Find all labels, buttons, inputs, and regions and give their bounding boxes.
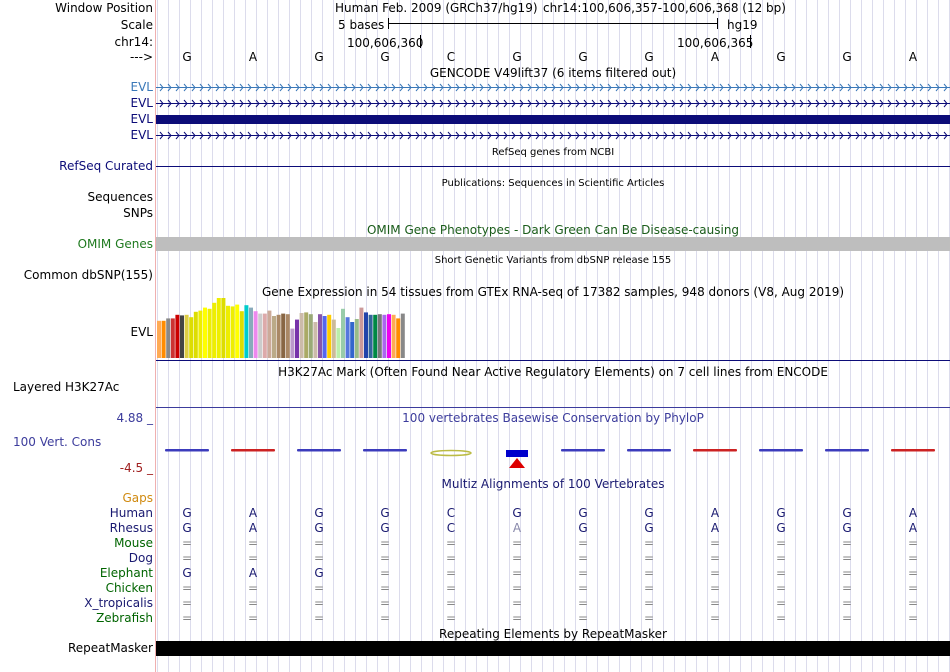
aligned-base: G bbox=[182, 566, 192, 580]
gtex-tissue-bar bbox=[369, 315, 373, 358]
aligned-base: = bbox=[379, 581, 391, 595]
phylop-logo bbox=[363, 449, 407, 452]
gtex-tissue-bar bbox=[240, 311, 244, 358]
chrom-label: chr14: bbox=[114, 35, 153, 49]
gtex-tissue-bar bbox=[231, 306, 235, 358]
sequence-base: G bbox=[644, 50, 654, 64]
aligned-base: = bbox=[247, 536, 259, 550]
aligned-base: = bbox=[247, 551, 259, 565]
sequence-base: G bbox=[512, 50, 522, 64]
aligned-base: = bbox=[445, 596, 457, 610]
aligned-base: G bbox=[314, 521, 324, 535]
gtex-gene-label[interactable]: EVL bbox=[130, 325, 153, 339]
phylop-logo bbox=[891, 449, 935, 452]
scale-db: hg19 bbox=[727, 18, 758, 32]
aligned-base: = bbox=[709, 566, 721, 580]
aligned-base: G bbox=[644, 521, 654, 535]
aligned-base: G bbox=[776, 506, 786, 520]
sequence-base: G bbox=[314, 50, 324, 64]
aligned-base: A bbox=[512, 521, 522, 535]
gtex-tissue-bar bbox=[189, 317, 193, 358]
aligned-base: = bbox=[643, 551, 655, 565]
sequence-base: G bbox=[182, 50, 192, 64]
gtex-tissue-bar bbox=[290, 329, 294, 358]
gtex-tissue-bar bbox=[336, 328, 340, 358]
aligned-base: = bbox=[709, 611, 721, 625]
gencode-exon-block bbox=[156, 115, 950, 124]
aligned-base: = bbox=[907, 581, 919, 595]
gtex-tissue-bar bbox=[277, 315, 281, 358]
phylop-track-label[interactable]: 100 Vert. Cons bbox=[13, 435, 102, 449]
aligned-base: = bbox=[445, 551, 457, 565]
gtex-tissue-bar bbox=[318, 314, 322, 358]
gtex-tissue-bar bbox=[323, 316, 327, 358]
omim-gene-bar[interactable] bbox=[156, 237, 950, 251]
position-title: chr14:100,606,357-100,606,368 (12 bp) bbox=[543, 1, 786, 15]
sequence-base: A bbox=[248, 50, 258, 64]
species-label[interactable]: Dog bbox=[128, 551, 153, 565]
aligned-base: = bbox=[313, 581, 325, 595]
gtex-tissue-bar bbox=[272, 316, 276, 358]
species-label[interactable]: Chicken bbox=[105, 581, 153, 595]
gencode-track-title[interactable]: GENCODE V49lift37 (6 items filtered out) bbox=[429, 66, 677, 80]
gtex-tissue-bar bbox=[341, 309, 345, 358]
gtex-tissue-bar bbox=[217, 298, 221, 358]
aligned-base: G bbox=[314, 566, 324, 580]
aligned-base: = bbox=[313, 611, 325, 625]
gtex-tissue-bar bbox=[258, 314, 262, 358]
sequence-base: G bbox=[380, 50, 390, 64]
repeatmasker-label[interactable]: RepeatMasker bbox=[67, 641, 153, 655]
aligned-base: G bbox=[842, 521, 852, 535]
assembly-title: Human Feb. 2009 (GRCh37/hg19) bbox=[335, 1, 538, 15]
aligned-base: = bbox=[775, 596, 787, 610]
aligned-base: = bbox=[709, 536, 721, 550]
species-label[interactable]: X_tropicalis bbox=[84, 596, 153, 610]
gaps-label[interactable]: Gaps bbox=[122, 491, 153, 505]
phylop-logo bbox=[231, 449, 275, 452]
coord-label-2: 100,606,365 bbox=[677, 36, 754, 50]
aligned-base: A bbox=[248, 521, 258, 535]
aligned-base: G bbox=[578, 521, 588, 535]
aligned-base: G bbox=[380, 521, 390, 535]
sequence-base: G bbox=[842, 50, 852, 64]
aligned-base: = bbox=[907, 611, 919, 625]
gtex-tissue-bar bbox=[194, 312, 198, 358]
h3k27ac-label[interactable]: Layered H3K27Ac bbox=[13, 380, 120, 394]
aligned-base: = bbox=[379, 551, 391, 565]
aligned-base: = bbox=[577, 566, 589, 580]
scale-label: Scale bbox=[120, 18, 153, 32]
aligned-base: = bbox=[775, 551, 787, 565]
aligned-base: = bbox=[181, 581, 193, 595]
aligned-base: = bbox=[907, 596, 919, 610]
aligned-base: = bbox=[775, 566, 787, 580]
gtex-tissue-bar bbox=[355, 319, 359, 358]
aligned-base: = bbox=[181, 596, 193, 610]
gtex-tissue-bar bbox=[364, 312, 368, 358]
gencode-item-evl-1[interactable]: EVL bbox=[130, 80, 153, 94]
aligned-base: = bbox=[313, 551, 325, 565]
repeatmasker-track-title[interactable]: Repeating Elements by RepeatMasker bbox=[439, 627, 667, 641]
aligned-base: C bbox=[446, 521, 456, 535]
gtex-tissue-bar bbox=[300, 313, 304, 358]
aligned-base: G bbox=[776, 521, 786, 535]
multiz-track-title[interactable]: Multiz Alignments of 100 Vertebrates bbox=[441, 477, 665, 491]
gtex-tissue-bar bbox=[286, 314, 290, 358]
sequence-base: G bbox=[578, 50, 588, 64]
dbsnp-track-title[interactable]: Short Genetic Variants from dbSNP release 155 bbox=[434, 255, 672, 266]
aligned-base: = bbox=[577, 596, 589, 610]
gtex-tissue-bar bbox=[235, 305, 239, 358]
aligned-base: = bbox=[907, 566, 919, 580]
aligned-base: = bbox=[511, 551, 523, 565]
aligned-base: = bbox=[841, 581, 853, 595]
gencode-item-evl-2[interactable]: EVL bbox=[130, 96, 153, 110]
phylop-logo bbox=[825, 449, 869, 452]
gtex-tissue-bar bbox=[166, 318, 170, 358]
gtex-tissue-bar bbox=[346, 317, 350, 358]
phylop-track-title[interactable]: 100 vertebrates Basewise Conservation by PhyloP bbox=[402, 411, 704, 425]
strand-label: ---> bbox=[129, 50, 153, 64]
gtex-tissue-bar bbox=[185, 315, 189, 358]
gtex-tissue-bar bbox=[332, 320, 336, 358]
aligned-base: = bbox=[247, 611, 259, 625]
gtex-tissue-bar bbox=[208, 309, 212, 358]
phylop-logo bbox=[297, 449, 341, 452]
aligned-base: C bbox=[446, 506, 456, 520]
sequence-base: G bbox=[776, 50, 786, 64]
aligned-base: = bbox=[775, 611, 787, 625]
sequence-base: C bbox=[446, 50, 456, 64]
aligned-base: G bbox=[578, 506, 588, 520]
gtex-tissue-bar bbox=[226, 306, 230, 358]
aligned-base: A bbox=[248, 506, 258, 520]
aligned-base: = bbox=[841, 551, 853, 565]
gtex-tissue-bar bbox=[373, 315, 377, 358]
species-label[interactable]: Zebrafish bbox=[96, 611, 153, 625]
aligned-base: = bbox=[907, 551, 919, 565]
gtex-tissue-bar bbox=[313, 322, 317, 358]
aligned-base: = bbox=[445, 566, 457, 580]
aligned-base: A bbox=[248, 566, 258, 580]
aligned-base: = bbox=[775, 536, 787, 550]
aligned-base: G bbox=[182, 521, 192, 535]
gtex-track-title[interactable]: Gene Expression in 54 tissues from GTEx RNA-seq of 17382 samples, 948 donors (V8, Aug 2019) bbox=[261, 285, 845, 299]
phylop-min-label: -4.5 _ bbox=[119, 461, 153, 475]
aligned-base: = bbox=[709, 596, 721, 610]
aligned-base: = bbox=[775, 581, 787, 595]
phylop-max-label: 4.88 _ bbox=[116, 411, 153, 425]
repeatmasker-bar[interactable] bbox=[156, 641, 950, 656]
gtex-tissue-bar bbox=[350, 322, 354, 358]
aligned-base: = bbox=[643, 596, 655, 610]
gtex-tissue-bar bbox=[263, 314, 267, 358]
species-label[interactable]: Elephant bbox=[99, 566, 153, 580]
gtex-tissue-bar bbox=[401, 314, 405, 358]
sequences-label[interactable]: Sequences bbox=[87, 190, 153, 204]
aligned-base: = bbox=[181, 551, 193, 565]
aligned-base: = bbox=[841, 611, 853, 625]
aligned-base: = bbox=[313, 596, 325, 610]
aligned-base: = bbox=[643, 611, 655, 625]
species-label[interactable]: Rhesus bbox=[109, 521, 153, 535]
aligned-base: = bbox=[511, 536, 523, 550]
gtex-tissue-bar bbox=[157, 321, 161, 358]
aligned-base: G bbox=[380, 506, 390, 520]
phylop-logo bbox=[627, 449, 671, 452]
aligned-base: = bbox=[445, 581, 457, 595]
aligned-base: G bbox=[842, 506, 852, 520]
aligned-base: = bbox=[181, 611, 193, 625]
refseq-track-title[interactable]: RefSeq genes from NCBI bbox=[491, 147, 615, 158]
phylop-logo bbox=[506, 450, 528, 457]
coord-label-1: 100,606,360 bbox=[347, 36, 424, 50]
aligned-base: = bbox=[577, 551, 589, 565]
window-position-label: Window Position bbox=[55, 1, 153, 15]
aligned-base: = bbox=[247, 581, 259, 595]
aligned-base: = bbox=[181, 536, 193, 550]
gtex-tissue-bar bbox=[309, 314, 313, 358]
aligned-base: = bbox=[511, 611, 523, 625]
refseq-curated-label[interactable]: RefSeq Curated bbox=[59, 159, 153, 173]
gtex-tissue-bar bbox=[295, 320, 299, 358]
gtex-tissue-bar bbox=[198, 311, 202, 358]
gtex-tissue-bar bbox=[392, 315, 396, 358]
phylop-logo bbox=[759, 449, 803, 452]
phylop-logo bbox=[693, 449, 737, 452]
aligned-base: G bbox=[314, 506, 324, 520]
gtex-tissue-bar bbox=[281, 314, 285, 358]
gtex-tissue-bar bbox=[203, 308, 207, 358]
aligned-base: G bbox=[182, 506, 192, 520]
gtex-tissue-bar bbox=[359, 308, 363, 358]
gtex-tissue-bar bbox=[249, 308, 253, 358]
aligned-base: = bbox=[247, 596, 259, 610]
gencode-item-evl-3[interactable]: EVL bbox=[130, 112, 153, 126]
gencode-item-evl-4[interactable]: EVL bbox=[130, 128, 153, 142]
gtex-tissue-bar bbox=[212, 303, 216, 358]
gtex-tissue-bar bbox=[221, 298, 225, 358]
aligned-base: = bbox=[511, 566, 523, 580]
gtex-tissue-bar bbox=[396, 318, 400, 358]
gtex-tissue-bar bbox=[171, 318, 175, 358]
aligned-base: = bbox=[841, 596, 853, 610]
aligned-base: = bbox=[841, 566, 853, 580]
aligned-base: A bbox=[908, 506, 918, 520]
snps-label[interactable]: SNPs bbox=[123, 206, 153, 220]
aligned-base: = bbox=[445, 536, 457, 550]
aligned-base: = bbox=[379, 596, 391, 610]
sequence-base: A bbox=[908, 50, 918, 64]
aligned-base: = bbox=[643, 536, 655, 550]
gtex-tissue-bar bbox=[267, 311, 271, 358]
aligned-base: = bbox=[577, 536, 589, 550]
aligned-base: = bbox=[709, 551, 721, 565]
phylop-logo bbox=[561, 449, 605, 452]
aligned-base: G bbox=[512, 506, 522, 520]
common-dbsnp-label[interactable]: Common dbSNP(155) bbox=[23, 268, 153, 282]
aligned-base: A bbox=[908, 521, 918, 535]
omim-genes-label[interactable]: OMIM Genes bbox=[77, 237, 153, 251]
phylop-logo bbox=[509, 458, 525, 468]
aligned-base: = bbox=[841, 536, 853, 550]
gtex-tissue-bar bbox=[382, 315, 386, 358]
aligned-base: = bbox=[643, 581, 655, 595]
gtex-tissue-bar bbox=[162, 321, 166, 358]
aligned-base: = bbox=[379, 536, 391, 550]
gtex-tissue-bar bbox=[175, 315, 179, 358]
phylop-logo bbox=[165, 449, 209, 452]
aligned-base: A bbox=[710, 521, 720, 535]
aligned-base: = bbox=[577, 611, 589, 625]
sequence-base: A bbox=[710, 50, 720, 64]
aligned-base: = bbox=[907, 536, 919, 550]
aligned-base: A bbox=[710, 506, 720, 520]
publications-track-title[interactable]: Publications: Sequences in Scientific Articles bbox=[441, 178, 665, 189]
aligned-base: = bbox=[577, 581, 589, 595]
gtex-tissue-bar bbox=[327, 315, 331, 358]
aligned-base: = bbox=[445, 611, 457, 625]
gtex-tissue-bar bbox=[304, 312, 308, 358]
aligned-base: = bbox=[313, 536, 325, 550]
h3k27ac-track-title[interactable]: H3K27Ac Mark (Often Found Near Active Regulatory Elements) on 7 cell lines from ENCODE bbox=[278, 365, 828, 379]
gtex-tissue-bar bbox=[244, 305, 248, 358]
gtex-tissue-bar bbox=[387, 314, 391, 358]
omim-track-title[interactable]: OMIM Gene Phenotypes - Dark Green Can Be Disease-causing bbox=[366, 223, 740, 237]
gtex-tissue-bar bbox=[378, 314, 382, 358]
aligned-base: = bbox=[643, 566, 655, 580]
aligned-base: = bbox=[379, 566, 391, 580]
aligned-base: = bbox=[709, 581, 721, 595]
scale-text: 5 bases bbox=[338, 18, 385, 32]
aligned-base: = bbox=[511, 581, 523, 595]
species-label[interactable]: Human bbox=[109, 506, 153, 520]
gtex-tissue-bar bbox=[180, 315, 184, 358]
aligned-base: = bbox=[511, 596, 523, 610]
aligned-base: G bbox=[644, 506, 654, 520]
gtex-tissue-bar bbox=[254, 311, 258, 358]
aligned-base: = bbox=[379, 611, 391, 625]
species-label[interactable]: Mouse bbox=[114, 536, 153, 550]
